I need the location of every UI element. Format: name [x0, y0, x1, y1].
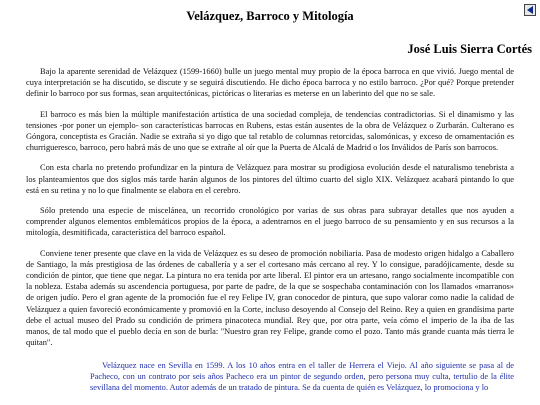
paragraph-1: Bajo la aparente serenidad de Velázquez (1599-1660) bulle un juego mental muy propio de la época barroca en que vivió. Juego mental de cuya interpretación se ha discutido, se discute y se seguirá discutiendo. He dicho época barroca y no estilo barroco. ¿Por qué? Porque pretender definir lo barroco por sus formas, sean arquitectónicas, pictóricas o literarias es meterse en un laberinto del que no se sale.	[26, 67, 514, 99]
document-title: Velázquez, Barroco y Mitología	[186, 9, 354, 23]
paragraph-2: El barroco es más bien la múltiple manifestación artística de una sociedad compleja, de tendencias contradictorias. Si el dinamismo y las tensiones -por poner un ejemplo- son características barrocas en Rubens, estas están ausentes de la obra de Velázquez o Zurbarán. Culterano es Góngora, conceptista es Gracián. Nadie se extraña si yo digo que tal retablo de columnas retorcidas, salomónicas, y exceso de ornamentación es churrigueresco, barroco, pero habrá más de uno que se extrañe al oír que la Puerta de Alcalá de Madrid o los Inválidos de París son barrocos.	[26, 109, 514, 153]
paragraph-5: Conviene tener presente que clave en la vida de Velázquez es su deseo de promoción nobiliaria. Pasa de modesto origen hidalgo a Caballero de Santiago, la más prestigiosa de las órdenes de caballería y a ser el cortesano más cercano al rey. Y lo consigue, paradójicamente, desde su condición de pintor, que tiene que negar. La pintura no era tenida por arte liberal. El pintor era un artesano, rango socialmente incompatible con la nobleza. Estaba además su ascendencia portuguesa, por parte de padre, de la que se sospechaba contaminación con los llamados «marranos» de origen judío. Pero el gran agente de la promoción fue el rey Felipe IV, gran conocedor de pintura, que supo valorar como nadie la calidad de Velázquez a quien favoreció económicamente y promovió en la Corte, incluso desoyendo al Consejo del Reino. Rey a quien en grandísima parte debe el actual museo del Prado su condición de primera pinacoteca mundial. Rey que, por otra parte, veía cómo el imperio de la iba de las manos, de tal modo que el pueblo decía en son de burla: "Nuestro gran rey Felipe, grande como el pozo. Tanto más grande cuanta más tierra le quitan".	[26, 248, 514, 348]
paragraph-3: Con esta charla no pretendo profundizar en la pintura de Velázquez para mostrar su prodigiosa evolución desde el naturalismo tenebrista a los planteamientos que dos siglos más tarde harán algunos de los pintores del último cuarto del siglo XIX. Velázquez acabará pintando lo que está en su retina y no lo que finalmente se elabora en el cerebro.	[26, 163, 514, 195]
body-text	[26, 66, 514, 357]
author-name: José Luis Sierra Cortés	[407, 42, 532, 56]
paragraph-4: Sólo pretendo una especie de miscelánea, un recorrido cronológico por varias de sus obras para subrayar detalles que nos ayuden a comprender algunos elementos emblemáticos propios de la época, a adentrarnos en el juego barroco de su pensamiento y en sus recursos a la mitología, desmitificada, característica del barroco español.	[26, 206, 514, 238]
biography-note: Velázquez nace en Sevilla en 1599. A los 10 años entra en el taller de Herrera el Viejo. Al año siguiente se pasa al de Pacheco, con un contrato por seis años Pacheco era un pintor de segundo orden, pero persona muy culta, tertulio de la élite sevillana del momento. Autor además de un tratado de pintura. Se da cuenta de quién es Velázquez, lo promociona y lo	[90, 361, 514, 393]
